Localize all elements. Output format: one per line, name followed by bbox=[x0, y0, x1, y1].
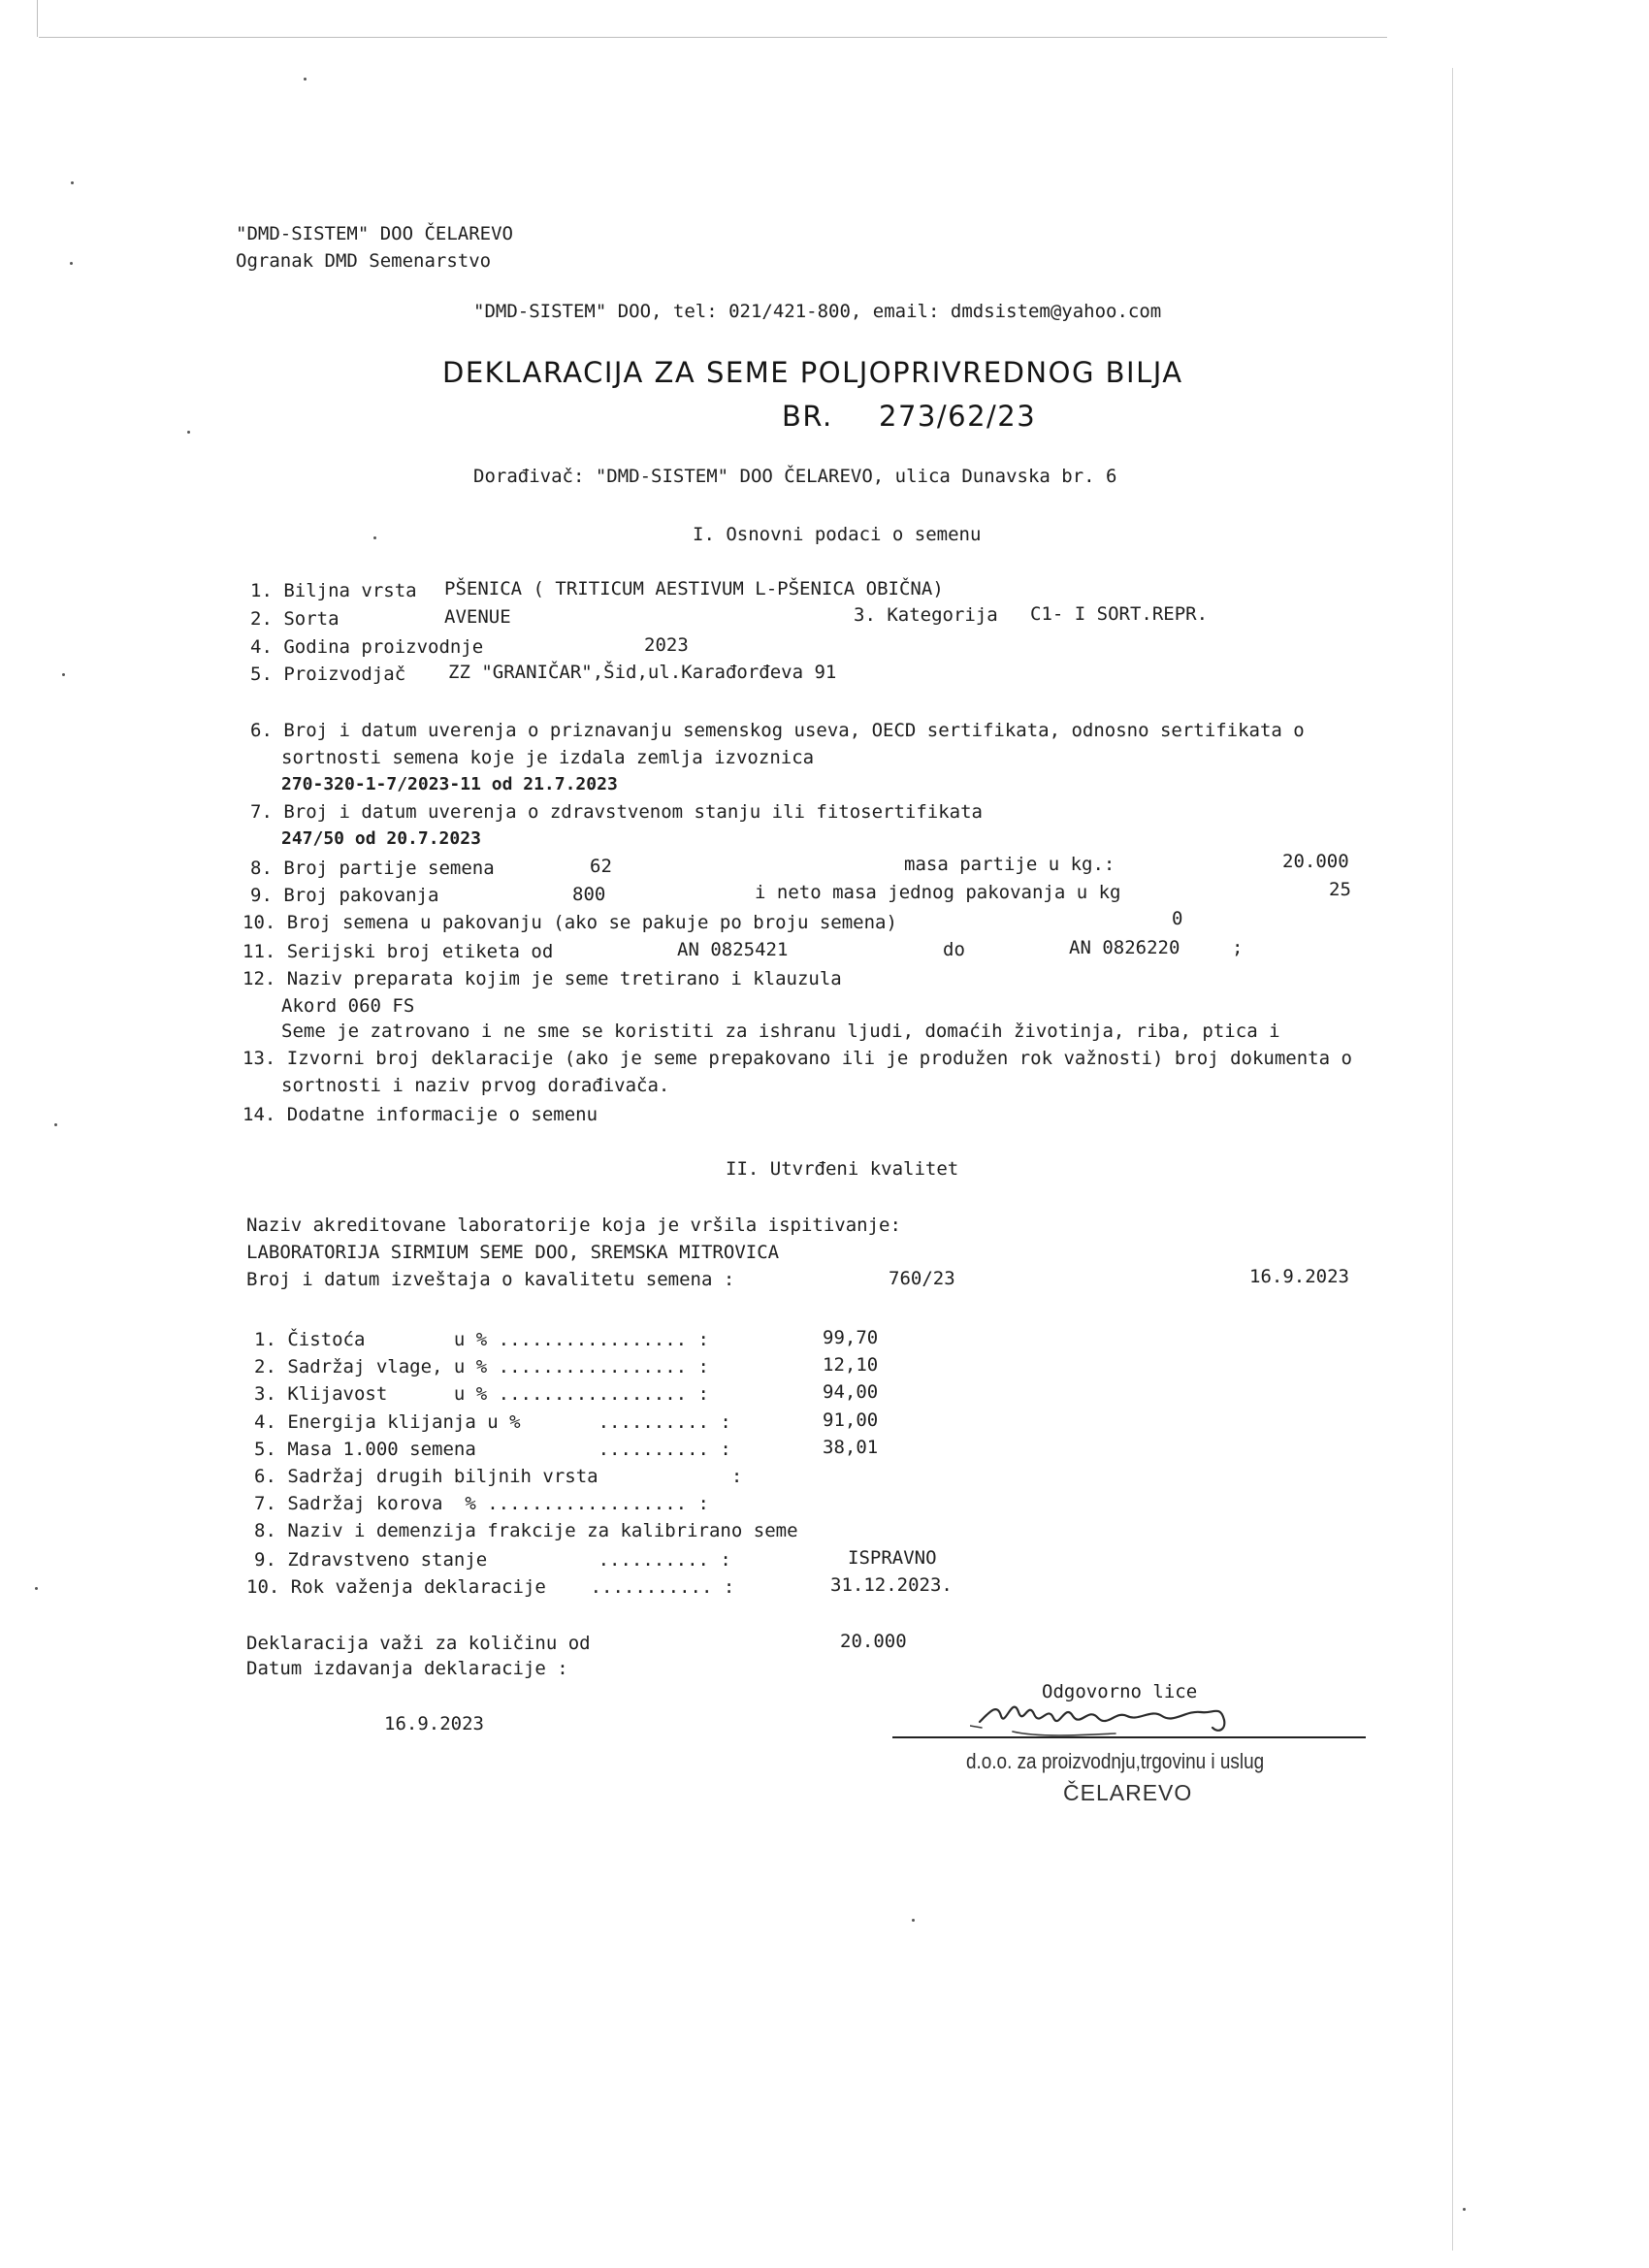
item-6-label-cont: sortnosti semena koje je izdala zemlja izvoznica bbox=[281, 747, 815, 768]
responsible-person-label: Odgovorno lice bbox=[1042, 1681, 1198, 1702]
item-2-value: AVENUE bbox=[444, 606, 511, 628]
item-2-label: 2. Sorta bbox=[250, 608, 340, 630]
scan-speck bbox=[187, 431, 190, 434]
item-4-value: 2023 bbox=[644, 634, 689, 656]
item-9-label: 9. Broj pakovanja bbox=[250, 885, 439, 906]
quality-4-value: 91,00 bbox=[823, 1409, 879, 1431]
company-contact: "DMD-SISTEM" DOO, tel: 021/421-800, email: dmdsistem@yahoo.com bbox=[473, 301, 1162, 322]
quality-1-value: 99,70 bbox=[823, 1327, 879, 1348]
quality-9-value: ISPRAVNO bbox=[848, 1547, 937, 1569]
quality-10-label: 10. Rok važenja deklaracije ........... : bbox=[246, 1576, 735, 1598]
lab-value: LABORATORIJA SIRMIUM SEME DOO, SREMSKA MITROVICA bbox=[246, 1242, 780, 1263]
stamp-line-2: ČELAREVO bbox=[1063, 1780, 1193, 1805]
scan-edge-left bbox=[37, 0, 38, 37]
scan-speck bbox=[912, 1919, 915, 1922]
document-number: 273/62/23 bbox=[879, 400, 1037, 433]
signature-line bbox=[892, 1736, 1366, 1738]
item-6-label: 6. Broj i datum uverenja o priznavanju semenskog useva, OECD sertifikata, odnosno sertifikata o bbox=[250, 720, 1305, 741]
signature-icon bbox=[970, 1683, 1261, 1751]
quality-6-label: 6. Sadržaj drugih biljnih vrsta : bbox=[254, 1466, 743, 1487]
scan-speck bbox=[62, 673, 65, 676]
section-2-heading: II. Utvrđeni kvalitet bbox=[726, 1158, 959, 1180]
issue-date-label: Datum izdavanja deklaracije : bbox=[246, 1658, 568, 1679]
stamp-line-1: d.o.o. za proizvodnju,trgovinu i uslug bbox=[966, 1749, 1265, 1773]
section-1-heading: I. Osnovni podaci o semenu bbox=[693, 524, 982, 545]
item-3-value: C1- I SORT.REPR. bbox=[1030, 603, 1209, 625]
company-branch: Ogranak DMD Semenarstvo bbox=[236, 250, 492, 272]
item-5-value: ZZ "GRANIČAR",Šid,ul.Karađorđeva 91 bbox=[448, 662, 837, 683]
item-11-label: 11. Serijski broj etiketa od bbox=[242, 941, 554, 962]
scan-edge-right bbox=[1452, 68, 1453, 2251]
item-9-net-value: 25 bbox=[1329, 879, 1351, 900]
quality-3-value: 94,00 bbox=[823, 1381, 879, 1403]
item-8-mass-value: 20.000 bbox=[1282, 851, 1349, 872]
scan-speck bbox=[1463, 2208, 1466, 2211]
scan-edge-top bbox=[39, 37, 1387, 38]
item-12-label: 12. Naziv preparata kojim je seme tretirano i klauzula bbox=[242, 968, 842, 989]
report-number: 760/23 bbox=[889, 1268, 955, 1289]
item-1-value: PŠENICA ( TRITICUM AESTIVUM L-PŠENICA OBIČNA) bbox=[444, 578, 944, 599]
report-date: 16.9.2023 bbox=[1249, 1266, 1349, 1287]
quality-5-value: 38,01 bbox=[823, 1437, 879, 1458]
document-title: DEKLARACIJA ZA SEME POLJOPRIVREDNOG BILJA bbox=[442, 356, 1183, 389]
item-7-label: 7. Broj i datum uverenja o zdravstvenom stanju ili fitosertifikata bbox=[250, 801, 983, 823]
item-5-label: 5. Proizvodjač bbox=[250, 664, 406, 685]
item-13-label: 13. Izvorni broj deklaracije (ako je seme prepakovano ili je produžen rok važnosti) broj dokumenta o bbox=[242, 1048, 1352, 1069]
scan-speck bbox=[373, 536, 376, 539]
quality-1-label: 1. Čistoća u % ................. : bbox=[254, 1329, 709, 1350]
scan-speck bbox=[54, 1123, 57, 1126]
company-name: "DMD-SISTEM" DOO ČELAREVO bbox=[236, 223, 513, 244]
quality-2-value: 12,10 bbox=[823, 1354, 879, 1376]
item-8-mass-label: masa partije u kg.: bbox=[904, 854, 1116, 875]
quality-3-label: 3. Klijavost u % ................. : bbox=[254, 1383, 709, 1405]
item-1-label: 1. Biljna vrsta bbox=[250, 580, 417, 601]
valid-quantity-label: Deklaracija važi za količinu od bbox=[246, 1633, 591, 1654]
item-4-label: 4. Godina proizvodnje bbox=[250, 636, 484, 658]
document-number-label: BR. bbox=[782, 400, 833, 433]
quality-7-label: 7. Sadržaj korova % .................. : bbox=[254, 1493, 709, 1514]
quality-10-value: 31.12.2023. bbox=[830, 1574, 953, 1596]
item-14-label: 14. Dodatne informacije o semenu bbox=[242, 1104, 598, 1125]
lab-label: Naziv akreditovane laboratorije koja je vršila ispitivanje: bbox=[246, 1215, 901, 1236]
quality-8-label: 8. Naziv i demenzija frakcije za kalibrirano seme bbox=[254, 1520, 798, 1541]
item-12-clause: Seme je zatrovano i ne sme se koristiti za ishranu ljudi, domaćih životinja, riba, ptica i bbox=[281, 1021, 1280, 1042]
scan-speck bbox=[304, 78, 307, 81]
quality-2-label: 2. Sadržaj vlage, u % ................. : bbox=[254, 1356, 709, 1377]
item-7-value: 247/50 od 20.7.2023 bbox=[281, 828, 481, 849]
item-11-end: ; bbox=[1232, 937, 1244, 958]
processor-line: Dorađivač: "DMD-SISTEM" DOO ČELAREVO, ulica Dunavska br. 6 bbox=[473, 466, 1117, 487]
scan-speck bbox=[35, 1587, 38, 1590]
scan-speck bbox=[70, 262, 73, 265]
item-9-value: 800 bbox=[572, 884, 606, 905]
scan-speck bbox=[71, 181, 74, 184]
issue-date-value: 16.9.2023 bbox=[384, 1713, 484, 1734]
item-11-do: do bbox=[943, 939, 965, 960]
valid-quantity-value: 20.000 bbox=[840, 1631, 907, 1652]
item-11-to: AN 0826220 bbox=[1069, 937, 1180, 958]
item-8-label: 8. Broj partije semena bbox=[250, 858, 495, 879]
quality-5-label: 5. Masa 1.000 semena .......... : bbox=[254, 1439, 731, 1460]
item-13-label-cont: sortnosti i naziv prvog dorađivača. bbox=[281, 1075, 670, 1096]
quality-9-label: 9. Zdravstveno stanje .......... : bbox=[254, 1549, 731, 1571]
item-10-value: 0 bbox=[1172, 908, 1183, 929]
quality-4-label: 4. Energija klijanja u % .......... : bbox=[254, 1411, 731, 1433]
item-10-label: 10. Broj semena u pakovanju (ako se pakuje po broju semena) bbox=[242, 912, 897, 933]
item-8-value: 62 bbox=[590, 856, 612, 877]
item-9-net-label: i neto masa jednog pakovanja u kg bbox=[755, 882, 1121, 903]
report-label: Broj i datum izveštaja o kavalitetu semena : bbox=[246, 1269, 735, 1290]
item-12-value: Akord 060 FS bbox=[281, 995, 415, 1017]
item-6-value: 270-320-1-7/2023-11 od 21.7.2023 bbox=[281, 774, 618, 794]
item-11-from: AN 0825421 bbox=[677, 939, 789, 960]
item-3-label: 3. Kategorija bbox=[854, 604, 998, 626]
